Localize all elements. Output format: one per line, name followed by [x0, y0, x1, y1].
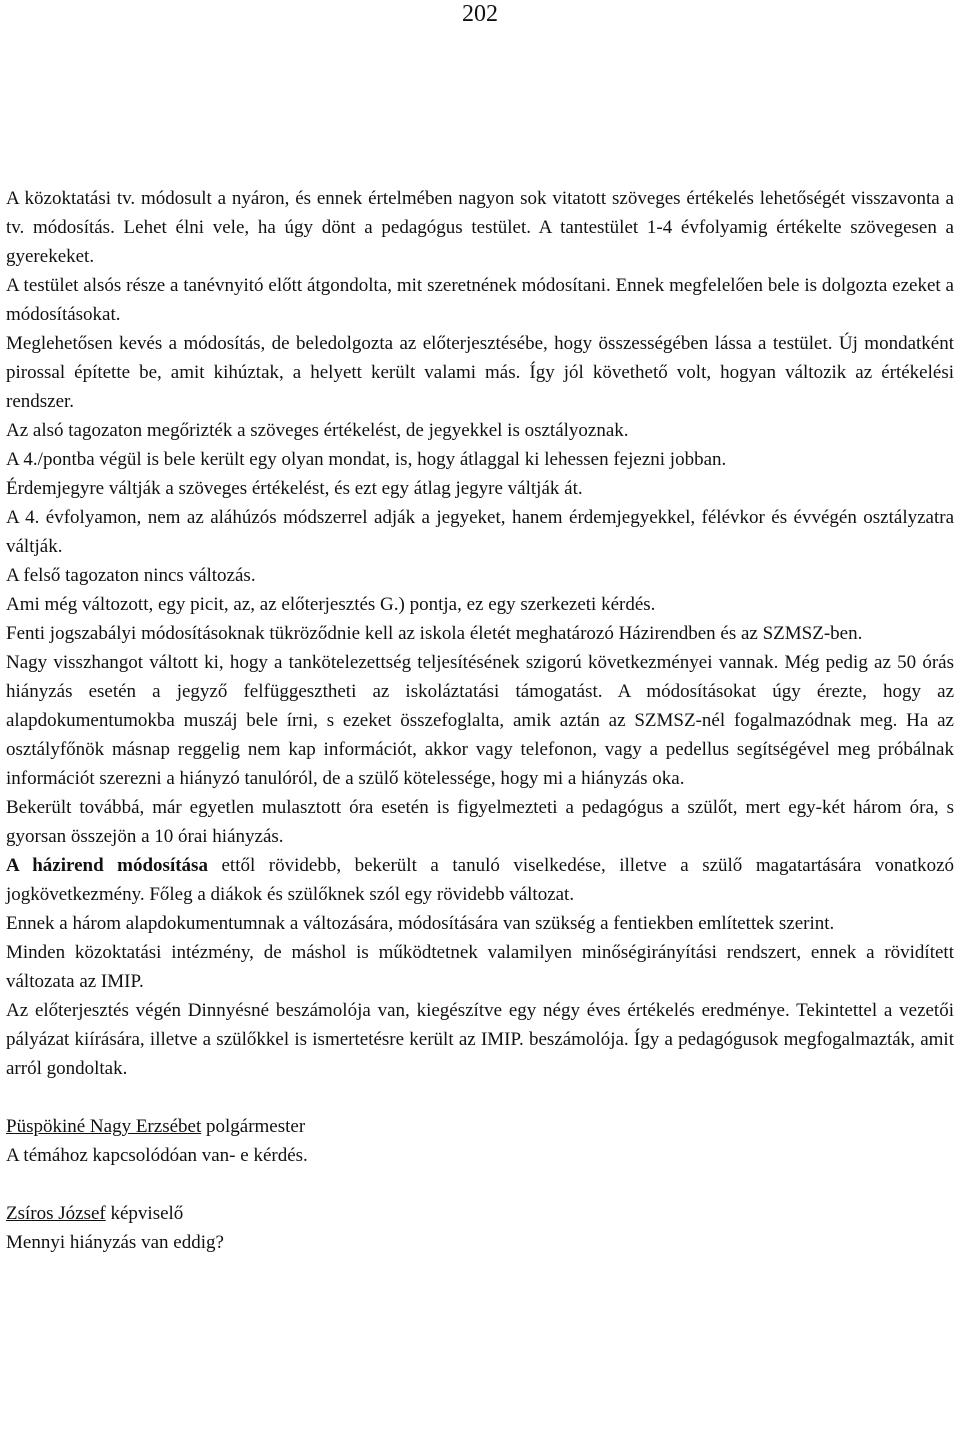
hazirend-paragraph [6, 851, 954, 909]
paragraph: Bekerült továbbá, már egyetlen mulasztott óra esetén is figyelmezteti a pedagógus a szülőt, mert egy-két három óra, s gyorsan összejön a 10 órai hiányzás. [6, 797, 954, 847]
hazirend-text: ettől rövidebb, bekerült a tanuló viselkedése, illetve a szülő magatartására vonatkozó jogkövetkezmény. Főleg a diákok és szülőknek szól egy rövidebb változat. [6, 855, 954, 905]
page-number: 202 [462, 1, 498, 27]
paragraph: Meglehetősen kevés a módosítás, de beledolgozta az előterjesztésébe, hogy összességében lássa a testület. Új mondatként pirossal építette be, amit kihúztak, a helyett került valami más. Így jól követhető volt, hogyan változik az értékelési rendszer. [6, 333, 954, 412]
paragraph: Fenti jogszabályi módosításoknak tükröződnie kell az iskola életét meghatározó Házirendben és az SZMSZ-ben. [6, 623, 863, 644]
hazirend-bold-lead: A házirend módosítása [6, 855, 208, 876]
paragraph: Az előterjesztés végén Dinnyésné beszámolója van, kiegészítve egy négy éves értékelés eredménye. Tekintettel a vezetői pályázat kiírására, illetve a szülőkkel is ismertetésre került az IMIP. beszámolója. Így a pedagógusok megfogalmazták, amit arról gondoltak. [6, 1000, 954, 1079]
speaker-name: Püspökiné Nagy Erzsébet [6, 1116, 202, 1137]
paragraph: A 4./pontba végül is bele került egy olyan mondat, is, hogy átlaggal ki lehessen fejezni jobban. [6, 449, 727, 470]
speaker-text: A témához kapcsolódóan van- e kérdés. [6, 1145, 308, 1166]
paragraph: Érdemjegyre váltják a szöveges értékelést, és ezt egy átlag jegyre váltják át. [6, 478, 583, 499]
paragraph: Minden közoktatási intézmény, de máshol is működtetnek valamilyen minőségirányítási rendszert, ennek a rövidített változata az IMIP. [6, 942, 954, 992]
paragraph: Nagy visszhangot váltott ki, hogy a tankötelezettség teljesítésének szigorú következményei vannak. Még pedig az 50 órás hiányzás esetén a jegyző felfüggesztheti az iskoláztatási támogatást. A módosításokat úgy érezte, hogy az alapdokumentumokba muszáj bele írni, s ezeket összefoglalta, amik aztán az SZMSZ-nél fogalmazódnak meg. Ha az osztályfőnök másnap reggelig nem kap információt, akkor vagy telefonon, vagy a pedellus segítségével meg próbálnak információt szerezni a hiányzó tanulóról, de a szülő kötelessége, hogy mi a hiányzás oka. [6, 652, 954, 789]
speaker-text: Mennyi hiányzás van eddig? [6, 1232, 224, 1253]
document-body [6, 184, 954, 1257]
speaker-line [6, 1199, 954, 1228]
paragraph: Ami még változott, egy picit, az, az előterjesztés G.) pontja, ez egy szerkezeti kérdés. [6, 594, 656, 615]
paragraph: Ennek a három alapdokumentumnak a változására, módosítására van szükség a fentiekben említettek szerint. [6, 913, 835, 934]
speaker-role: képviselő [105, 1203, 184, 1224]
speaker-role: polgármester [201, 1116, 306, 1137]
paragraph: A felső tagozaton nincs változás. [6, 565, 256, 586]
speaker-line [6, 1112, 954, 1141]
paragraph: A testület alsós része a tanévnyitó előtt átgondolta, mit szeretnének módosítani. Ennek megfelelően bele is dolgozta ezeket a módosításokat. [6, 275, 954, 325]
paragraph: A közoktatási tv. módosult a nyáron, és ennek értelmében nagyon sok vitatott szöveges értékelés lehetőségét visszavonta a tv. módosítás. Lehet élni vele, ha úgy dönt a pedagógus testület. A tantestület 1-4 évfolyamig értékelte szövegesen a gyerekeket. [6, 188, 954, 267]
speaker-name: Zsíros József [6, 1203, 106, 1224]
paragraph: A 4. évfolyamon, nem az aláhúzós módszerrel adják a jegyeket, hanem érdemjegyekkel, félévkor és évvégén osztályzatra váltják. [6, 507, 954, 557]
paragraph: Az alsó tagozaton megőrizték a szöveges értékelést, de jegyekkel is osztályoznak. [6, 420, 629, 441]
